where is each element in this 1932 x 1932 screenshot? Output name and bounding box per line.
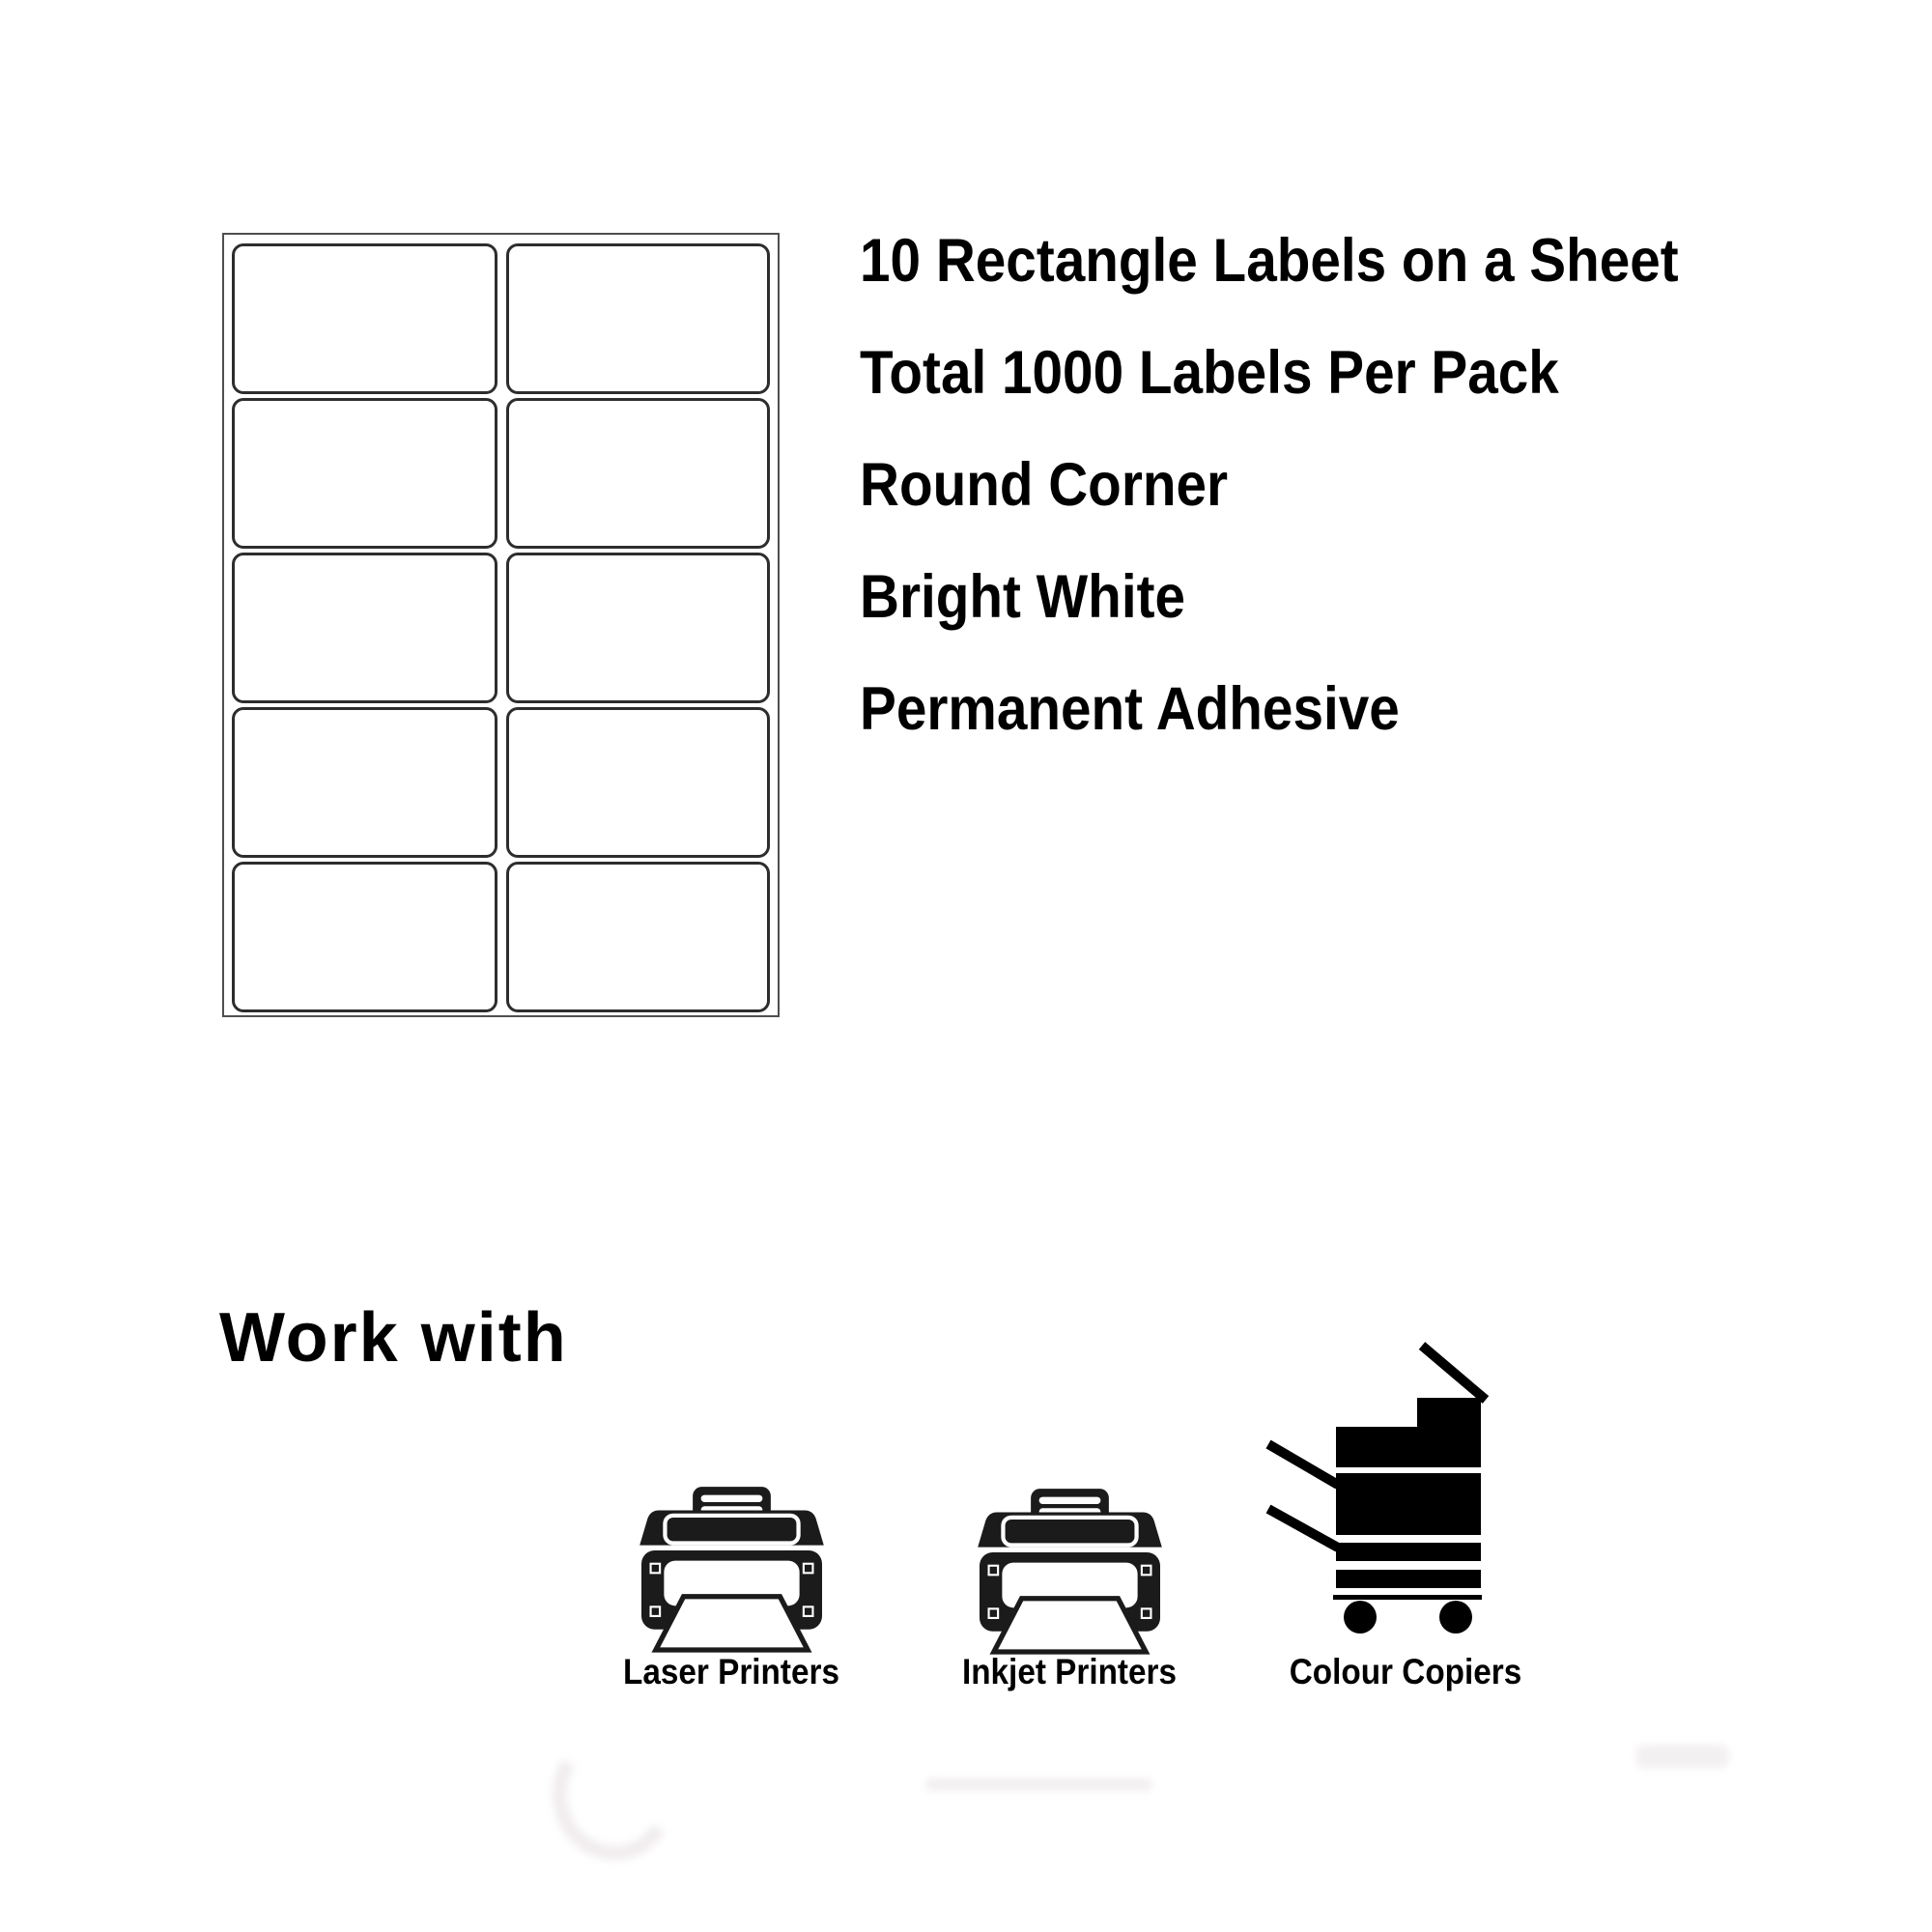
laser-printer-icon xyxy=(609,1457,855,1662)
inkjet-printers-label: Inkjet Printers xyxy=(961,1652,1178,1691)
label-cell xyxy=(506,243,770,394)
feature-labels-per-sheet: 10 Rectangle Labels on a Sheet xyxy=(860,227,1679,295)
colour-copier-icon xyxy=(1251,1338,1492,1637)
feature-round-corner: Round Corner xyxy=(860,451,1229,519)
label-cell xyxy=(232,553,497,703)
label-cell xyxy=(232,243,497,394)
feature-permanent-adhesive: Permanent Adhesive xyxy=(860,675,1400,743)
laser-printers-label: Laser Printers xyxy=(623,1652,839,1691)
feature-bright-white: Bright White xyxy=(860,563,1185,631)
label-cell xyxy=(232,862,497,1012)
feature-labels-per-pack: Total 1000 Labels Per Pack xyxy=(860,339,1559,407)
feature-list xyxy=(860,227,1770,791)
label-cell xyxy=(506,398,770,549)
faint-smudge xyxy=(540,1719,686,1871)
faint-smudge xyxy=(925,1778,1152,1791)
label-cell xyxy=(506,862,770,1012)
label-cell xyxy=(506,707,770,858)
work-with-heading: Work with xyxy=(219,1299,568,1377)
label-cell xyxy=(232,398,497,549)
label-grid xyxy=(232,243,770,1012)
inkjet-printer-icon xyxy=(947,1459,1193,1664)
label-cell xyxy=(232,707,497,858)
colour-copiers-label: Colour Copiers xyxy=(1289,1652,1522,1691)
label-sheet-diagram xyxy=(222,233,780,1017)
label-cell xyxy=(506,553,770,703)
faint-smudge xyxy=(1636,1745,1729,1768)
